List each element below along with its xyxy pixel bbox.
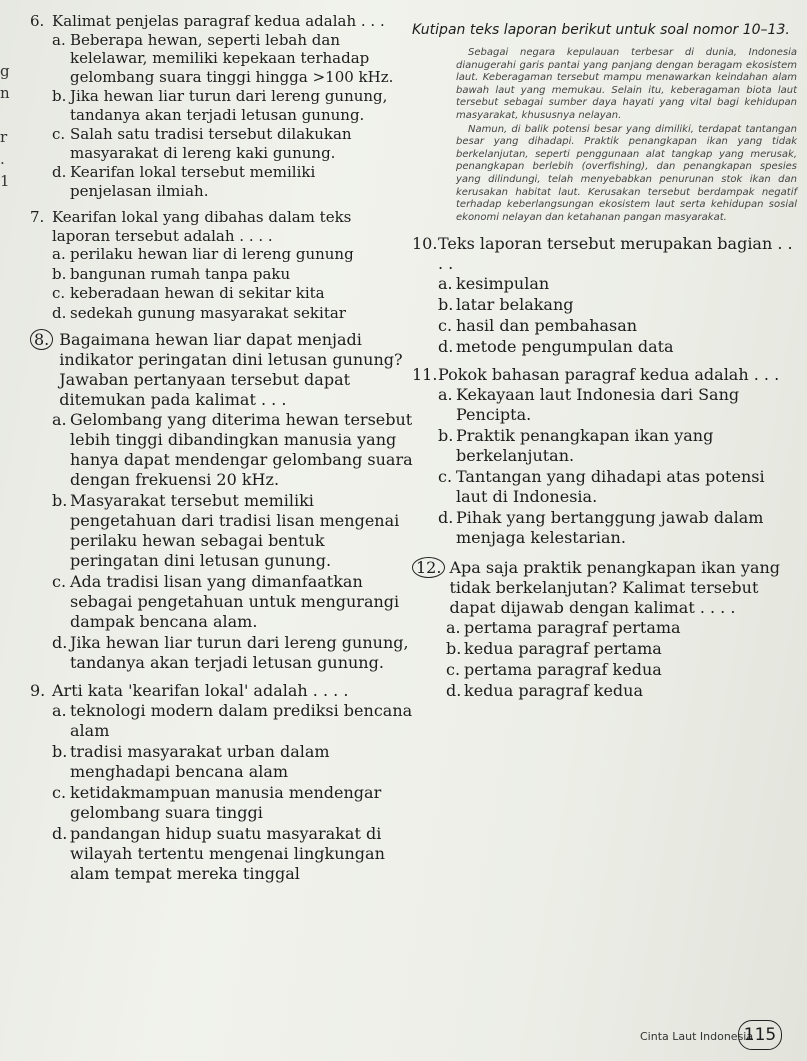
option-b[interactable]: b. Jika hewan liar turun dari lereng gunung, tandanya akan terjadi letusan gunung. <box>52 87 388 124</box>
edge-mark: 1 <box>0 172 10 190</box>
option-a[interactable]: a. Kekayaan laut Indonesia dari Sang Pencipta. <box>438 385 740 425</box>
edge-mark: n <box>0 84 10 102</box>
question-text: Apa saja praktik penangkapan ikan yang tidak berkelanjutan? Kalimat tersebut dapat dijawab dengan kalimat . . . . <box>449 558 781 618</box>
question-text: Arti kata 'kearifan lokal' adalah . . . . <box>52 681 349 700</box>
question-11 <box>412 365 797 548</box>
question-12 <box>412 558 797 701</box>
option-b[interactable]: b. tradisi masyarakat urban dalam menghadapi bencana alam <box>52 742 330 781</box>
option-b[interactable]: b. latar belakang <box>438 295 574 315</box>
option-c[interactable]: c. Salah satu tradisi tersebut dilakukan masyarakat di lereng kaki gunung. <box>52 125 352 162</box>
option-c[interactable]: c. hasil dan pembahasan <box>438 316 638 336</box>
report-text-passage <box>456 47 797 224</box>
option-c[interactable]: c. keberadaan hewan di sekitar kita <box>52 284 325 302</box>
passage-paragraph-2: Namun, di balik potensi besar yang dimiliki, terdapat tantangan besar yang dihadapi. Praktik penangkapan ikan yang tidak berkelanjutan, seperti penggunaan alat tangkap yang merusak, penangkapan berlebih (overfishing), dan penangkapan spesies yang dilindungi, telah menyebabkan penurunan stok ikan dan kerusakan habitat laut. Kerusakan tersebut berdampak negatif terhadap keberlangsungan ekosistem laut serta kehidupan sosial ekonomi nelayan dan ketahanan pangan masyarakat. <box>456 123 797 223</box>
option-d[interactable]: d. kedua paragraf kedua <box>446 681 643 701</box>
option-c[interactable]: c. Ada tradisi lisan yang dimanfaatkan sebagai pengetahuan untuk mengurangi dampak bencana alam. <box>52 572 400 631</box>
option-d[interactable]: d. Jika hewan liar turun dari lereng gunung, tandanya akan terjadi letusan gunung. <box>52 633 409 672</box>
question-text: Pokok bahasan paragraf kedua adalah . . . <box>438 365 780 385</box>
edge-mark: g <box>0 62 10 80</box>
option-c[interactable]: c. Tantangan yang dihadapi atas potensi laut di Indonesia. <box>438 467 765 507</box>
edge-mark: . <box>0 150 5 168</box>
question-6 <box>30 12 415 200</box>
left-column <box>30 12 415 888</box>
cut-off-edge-text <box>0 60 14 192</box>
passage-heading: Kutipan teks laporan berikut untuk soal nomor 10–13. <box>412 22 790 38</box>
option-c[interactable]: c. pertama paragraf kedua <box>446 660 662 680</box>
option-b[interactable]: b. Praktik penangkapan ikan yang berkelanjutan. <box>438 426 714 466</box>
option-a[interactable]: a. perilaku hewan liar di lereng gunung <box>52 245 354 263</box>
book-title-footer: Cinta Laut Indonesia <box>640 1030 754 1043</box>
question-text: Kearifan lokal yang dibahas dalam teks laporan tersebut adalah . . . . <box>52 208 352 245</box>
edge-mark: r <box>0 128 8 146</box>
right-column <box>412 22 797 705</box>
page-number-badge: 115 <box>738 1020 782 1050</box>
option-a[interactable]: a. Beberapa hewan, seperti lebah dan kelelawar, memiliki kepekaan terhadap gelombang suara tinggi hingga >100 kHz. <box>52 30 394 86</box>
question-7 <box>30 208 415 322</box>
question-text: Teks laporan tersebut merupakan bagian . . . . <box>438 234 793 274</box>
option-d[interactable]: d. sedekah gunung masyarakat sekitar <box>52 303 346 322</box>
question-number: 9. <box>30 681 46 700</box>
option-c[interactable]: c. ketidakmampuan manusia mendengar gelombang suara tinggi <box>52 783 382 822</box>
question-number: 11. <box>412 365 438 385</box>
option-d[interactable]: d. Kearifan lokal tersebut memiliki penjelasan ilmiah. <box>52 163 316 200</box>
question-number: 7. <box>30 208 45 226</box>
option-a[interactable]: a. pertama paragraf pertama <box>446 618 681 638</box>
question-number-circled: 8. <box>30 329 53 350</box>
option-d[interactable]: d. pandangan hidup suatu masyarakat di wilayah tertentu mengenai lingkungan alam tempat mereka tinggal <box>52 824 385 883</box>
option-b[interactable]: b. kedua paragraf pertama <box>446 639 662 659</box>
question-9 <box>30 681 415 884</box>
option-d[interactable]: d. Pihak yang bertanggung jawab dalam menjaga kelestarian. <box>438 508 764 548</box>
option-a[interactable]: a. teknologi modern dalam prediksi bencana alam <box>52 701 413 740</box>
option-b[interactable]: b. Masyarakat tersebut memiliki pengetahuan dari tradisi lisan mengenai perilaku hewan sebagai bentuk peringatan dini letusan gunung. <box>52 491 400 570</box>
option-d[interactable]: d. metode pengumpulan data <box>438 337 674 357</box>
option-a[interactable]: a. kesimpulan <box>438 274 550 294</box>
passage-paragraph-1: Sebagai negara kepulauan terbesar di dunia, Indonesia dianugerahi garis pantai yang panjang dengan beragam ekosistem laut. Keberagaman tersebut mampu menawarkan keindahan alam bawah laut yang memukau. Selain itu, keberagaman biota laut tersebut sebagai sumber daya hayati yang vital bagi kehidupan masyarakat, khususnya nelayan. <box>456 47 797 121</box>
option-a[interactable]: a. Gelombang yang diterima hewan tersebut lebih tinggi dibandingkan manusia yang hanya dapat mendengar gelombang suara dengan frekuensi 20 kHz. <box>52 410 413 489</box>
option-b[interactable]: b. bangunan rumah tanpa paku <box>52 264 291 283</box>
question-8 <box>30 330 415 673</box>
question-10 <box>412 234 797 357</box>
question-text: Bagaimana hewan liar dapat menjadi indikator peringatan dini letusan gunung? Jawaban pertanyaan tersebut dapat ditemukan pada kalimat . . . <box>59 330 403 409</box>
question-text: Kalimat penjelas paragraf kedua adalah . . . <box>52 12 385 30</box>
question-number: 6. <box>30 12 45 30</box>
question-number: 10. <box>412 234 438 254</box>
question-number-circled: 12. <box>412 557 445 578</box>
